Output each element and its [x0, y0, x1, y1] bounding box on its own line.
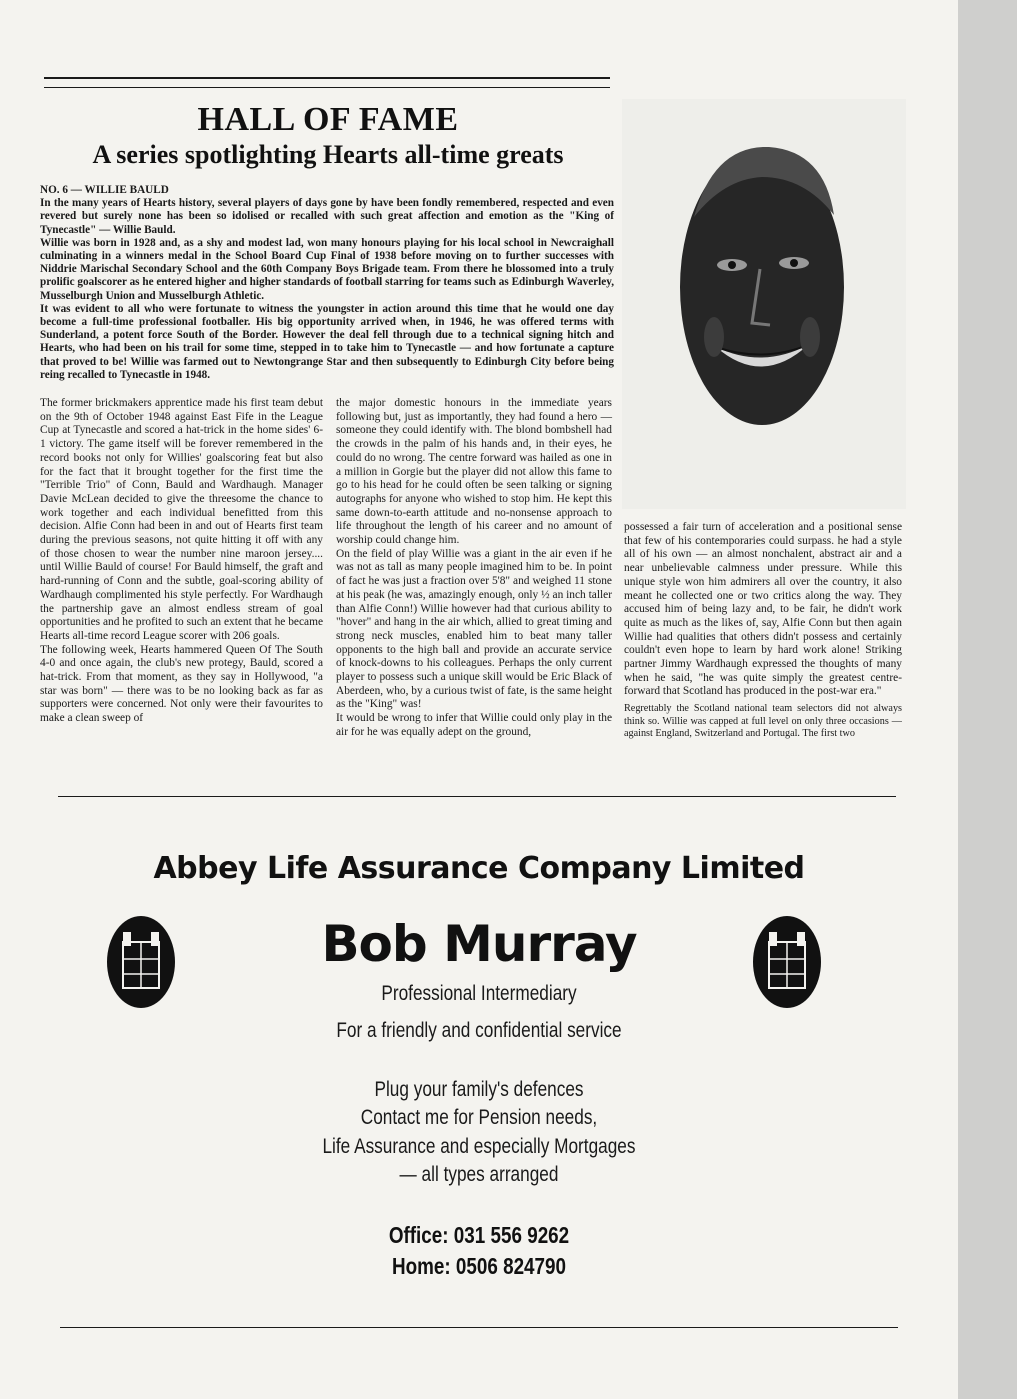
article-column-2 [336, 397, 612, 740]
article-header [44, 100, 612, 170]
intro-paragraph: In the many years of Hearts history, several players of days gone by have been fondly remembered, respected and even revered but surely none has been so idolised or recalled with such great affection and emotion as the "King of Tynecastle" — Willie Bauld. [40, 197, 614, 236]
body-paragraph: On the field of play Willie was a giant in the air even if he was not as tall as many people imagined him to be. In point of fact he was just a fraction over 5'8" and weighed 11 stone at his peak (he was, amazingly enough, only ½ an inch taller than Alfie Conn!) Willie however had that curious ability to "hover" and hang in the air which, allied to great timing and strong neck muscles, enabled him to beat many taller opponents to the high ball and provide an accurate service of knock-downs to his colleagues. Perhaps the only current player to possess such a unique skill would be Eric Black of Aberdeen, who, by a curious twist of fate, is the same height as the "King" was! [336, 547, 612, 711]
intro-paragraph: It was evident to all who were fortunate to witness the youngster in action around this time that he would one day become a full-time professional footballer. His big opportunity arrived when, in 1946, he was offered terms with Sunderland, a potent force South of the Border. However the deal fell through due to a technical signing hitch and Hearts, who had been on his trail for some time, stepped in to take him to Tynecastle — and how fortunate a capture that proved to be! Willie was farmed out to Newtongrange Star and then subsequently to Edinburgh City before being reing recalled to Tynecastle in 1948. [40, 302, 614, 381]
page-edge [958, 0, 1017, 1399]
body-paragraph-small: Regrettably the Scotland national team selectors did not always think so. Willie was capped at full level on only three occasions — against England, Switzerland and Portugal. The first two [624, 703, 902, 740]
body-paragraph: possessed a fair turn of acceleration and a positional sense that few of his contemporaries could surpass. he had a style all of his own — an almost nonchalent, abstract air and a near unbelievable calmness under pressure. While this unique style won him admirers all over the country, it also meant he collected one or two critics along the way. They accused him of being lazy and, to be fair, he didn't work quite as much as the likes of, say, Alfie Conn but then again Willie had qualities that others didn't possess and certainly couldn't even hope to learn by hard work alone! Striking partner Jimmy Wardhaugh expressed the thoughts of many when he said, "he was quite simply the greatest centre-forward that Scotland has produced in the post-war era." [624, 521, 902, 698]
top-rule [44, 77, 610, 79]
article-column-1 [40, 397, 323, 726]
ad-copy-line: Plug your family's defences [374, 1078, 584, 1101]
top-rule-thin [44, 87, 610, 88]
article-column-3 [624, 521, 902, 741]
ad-role: Professional Intermediary [381, 982, 577, 1005]
ad-copy-line: Contact me for Pension needs, [360, 1106, 598, 1129]
ad-agent-name: Bob Murray [321, 915, 637, 973]
ad-top-rule [58, 796, 896, 797]
article-kicker: NO. 6 — WILLIE BAULD [40, 184, 169, 196]
player-portrait [622, 99, 906, 509]
body-paragraph: It would be wrong to infer that Willie could only play in the air for he was equally adept on the ground, [336, 712, 612, 738]
article-title: HALL OF FAME [197, 101, 459, 138]
ad-company-name: Abbey Life Assurance Company Limited [153, 851, 805, 886]
ad-tagline: For a friendly and confidential service [336, 1019, 622, 1042]
ad-copy-line: — all types arranged [399, 1163, 559, 1186]
body-paragraph: The former brickmakers apprentice made his first team debut on the 9th of October 1948 against East Fife in the League Cup at Tynecastle and scored a hat-trick in the home sides' 6-1 victory. The game itself will be forever remembered in the record books not only for Willies' goalscoring feat but also for the fact that it brought together for the first time the "Terrible Trio" of Conn, Bauld and Wardhaugh. Manager Davie McLean decided to give the threesome the chance to work together and each individual benefitted from this decision. Alfie Conn had been in and out of Hearts first team during the previous seasons, not quite hitting it off with any of those chosen to wear the number nine maroon jersey.... until Willie Bauld of course! For Bauld himself, the graft and hard-running of Conn and the subtle, goal-scoring ability of Wardhaugh complimented his style perfectly. For Wardhaugh the partnership gave an almost endless stream of goal opportunities and he profited to such an extent that he became Hearts all-time record League scorer with 206 goals. [40, 397, 323, 642]
article-subtitle: A series spotlighting Hearts all-time greats [92, 140, 564, 169]
player-face-image [674, 137, 850, 427]
ad-bottom-rule [60, 1327, 898, 1328]
body-paragraph: the major domestic honours in the immediate years following but, just as importantly, they had found a hero — someone they could identify with. The blond bombshell had the crowds in the palm of his hands and, in their eyes, he could do no wrong. The centre forward was hailed as one in a million in Gorgie but the player did not allow this fame to go to his head for he could often be seen talking or signing autographs for anyone who wished to stop him. He kept this same down-to-earth attitude and no-nonsense approach to life throughout the length of his career and no amount of worship could change him. [336, 397, 612, 547]
ad-office-phone: Office: 031 556 9262 [388, 1222, 570, 1248]
intro-paragraph: Willie was born in 1928 and, as a shy and modest lad, won many honours playing for his local school in Newcraighall culminating in a winners medal in the School Board Cup Final of 1938 before moving on to further successes with Niddrie Marischal Secondary School and the 60th Company Boys Brigade team. From there he blossomed into a truly prolific goalscorer as he entered higher and higher standards of football starring for teams such as Edinburgh Waverley, Musselburgh Union and Musselburgh Athletic. [40, 236, 614, 302]
ad-copy-line: Life Assurance and especially Mortgages [322, 1135, 636, 1158]
ad-home-phone: Home: 0506 824790 [391, 1253, 567, 1279]
body-paragraph: The following week, Hearts hammered Queen Of The South 4-0 and once again, the club's new protegy, Bauld, scored a hat-trick. From that moment, as they say in Hollywood, "a star was born" — there was to be no looking back as far as supporters were concerned. Not only were their favourites to make a clean sweep of [40, 643, 323, 725]
article-intro [40, 184, 614, 382]
